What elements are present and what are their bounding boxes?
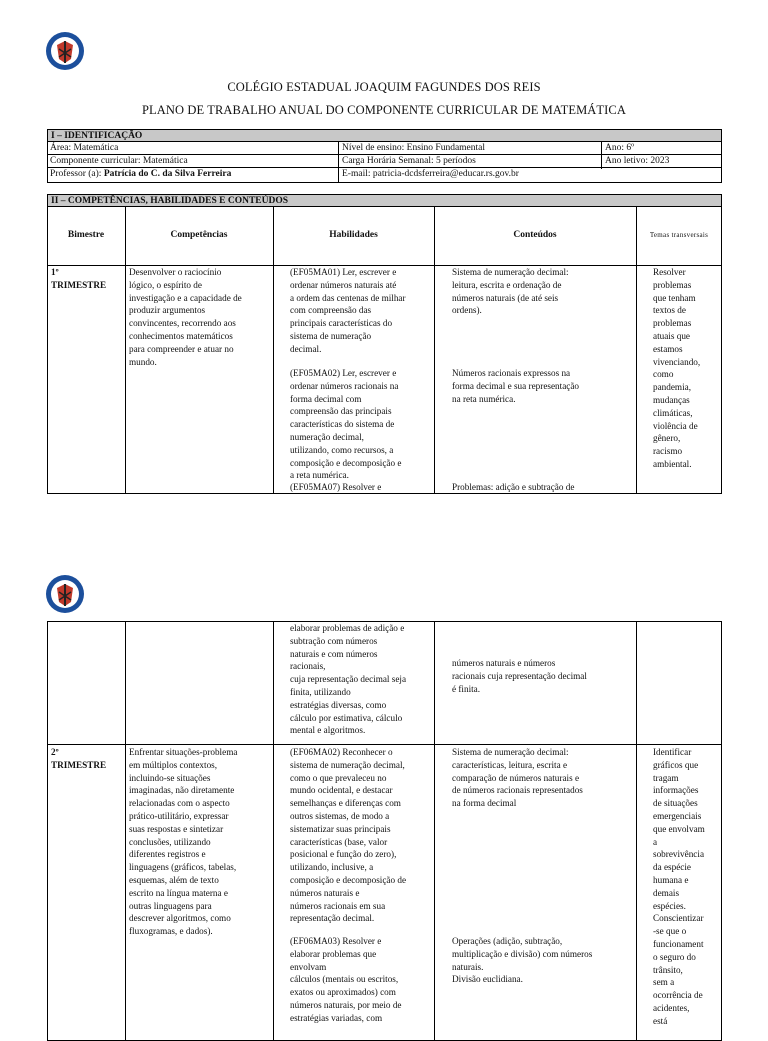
conteudo-1: Sistema de numeração decimal: leitura, escrita e ordenação de números naturais (de até seis ordens). (452, 267, 569, 316)
competencia-2: Enfrentar situações-problema em múltiplos contextos, incluindo-se situações imaginadas, não diretamente relacionadas com o aspecto prático-utilitário, expressar suas respostas e sintetizar conclusões, utilizando diferentes registros e linguagens (gráficos, tabelas, esquemas, além de texto escrito na língua materna e outras linguagens para descrever algoritmos, como fluxogramas, e dados). (129, 747, 238, 937)
professor-label: Professor (a): (50, 169, 104, 179)
ano-cell: Ano: 6º (605, 143, 635, 153)
habilidade-ef05ma01: (EF05MA01) Ler, escrever e ordenar números naturais até a ordem das centenas de milhar com compreensão das principais características do sistema de numeração decimal. (290, 267, 406, 354)
conteudo-2: Números racionais expressos na forma decimal e sua representação na reta numérica. (452, 368, 580, 404)
identification-header: I – IDENTIFICAÇÃO (47, 129, 722, 142)
col-bimestre: Bimestre (67, 230, 105, 240)
temas-1: Resolver problemas que tenham textos de problemas atuais que estamos vivenciando, como pandemia, mudanças climáticas, violência de gênero, racismo ambiental. (653, 267, 701, 469)
plan-title: PLANO DE TRABALHO ANUAL DO COMPONENTE CURRICULAR DE MATEMÁTICA (142, 103, 626, 117)
email-cell: E-mail: patricia-dcdsferreira@educar.rs.gov.br (342, 169, 519, 179)
school-logo (45, 31, 85, 71)
area-cell: Área: Matemática (50, 143, 119, 153)
conteudo-5: Operações (adição, subtração, multiplicação e divisão) com números naturais. Divisão euclidiana. (452, 936, 593, 985)
school-name: COLÉGIO ESTADUAL JOAQUIM FAGUNDES DOS REIS (227, 80, 541, 94)
conteudo-3: Problemas: adição e subtração de (452, 482, 575, 492)
habilidade-ef05ma02: (EF05MA02) Ler, escrever e ordenar números racionais na forma decimal com compreensão das principais características do sistema de numeração decimal, utilizando, como recursos, a composição e decomposição e a reta numérica. (290, 368, 402, 481)
professor-cell (50, 168, 231, 180)
col-conteudos: Conteúdos (513, 230, 557, 240)
col-habilidades: Habilidades (329, 230, 378, 240)
conteudo-continuation: números naturais e números racionais cuja representação decimal é finita. (452, 658, 587, 694)
ano-letivo-cell: Ano letivo: 2023 (605, 156, 670, 166)
competencia-1: Desenvolver o raciocínio lógico, o espírito de investigação e a capacidade de produzir argumentos convincentes, recorrendo aos conhecimentos matemáticos para compreender e atuar no mundo. (129, 267, 242, 367)
conteudo-4: Sistema de numeração decimal: características, leitura, escrita e comparação de números naturais e de números racionais representados na forma decimal (452, 747, 583, 809)
nivel-cell: Nível de ensino: Ensino Fundamental (342, 143, 486, 153)
componente-cell: Componente curricular: Matemática (50, 156, 188, 166)
school-logo-page2 (45, 574, 85, 614)
trimestre-2: 2º TRIMESTRE (51, 747, 107, 770)
professor-name: Patrícia do C. da Silva Ferreira (103, 169, 232, 179)
trimestre-1: 1º TRIMESTRE (51, 267, 107, 290)
habilidade-ef06ma02: (EF06MA02) Reconhecer o sistema de numeração decimal, como o que prevaleceu no mundo ocidental, e destacar semelhanças e diferenças com outros sistemas, de modo a sistematizar suas principais características (base, valor posicional e função do zero), utilizando, inclusive, a composição e decomposição de números naturais e números racionais em sua representação decimal. (290, 747, 407, 924)
habilidade-continuation: elaborar problemas de adição e subtração com números naturais e com números racionais, cuja representação decimal seja finita, utilizando estratégias diversas, como cálculo por estimativa, cálculo mental e algoritmos. (290, 623, 407, 736)
habilidade-ef05ma07: (EF05MA07) Resolver e (290, 482, 382, 492)
col-temas: Temas transversais (649, 231, 709, 239)
carga-cell: Carga Horária Semanal: 5 períodos (342, 156, 476, 166)
habilidade-ef06ma03: (EF06MA03) Resolver e elaborar problemas que envolvam cálculos (mentais ou escritos, exatos ou aproximados) com números naturais, por meio de estratégias variadas, com (290, 936, 402, 1023)
section2-header: II – COMPETÊNCIAS, HABILIDADES E CONTEÚDOS (47, 194, 722, 207)
col-competencias: Competências (170, 230, 228, 240)
temas-2: Identificar gráficos que tragam informações de situações emergenciais que envolvam a sobrevivência da espécie humana e demais espécies. Conscientizar -se que o funcionament o seguro do trânsito, sem a ocorrência de acidentes, está (653, 747, 705, 1026)
